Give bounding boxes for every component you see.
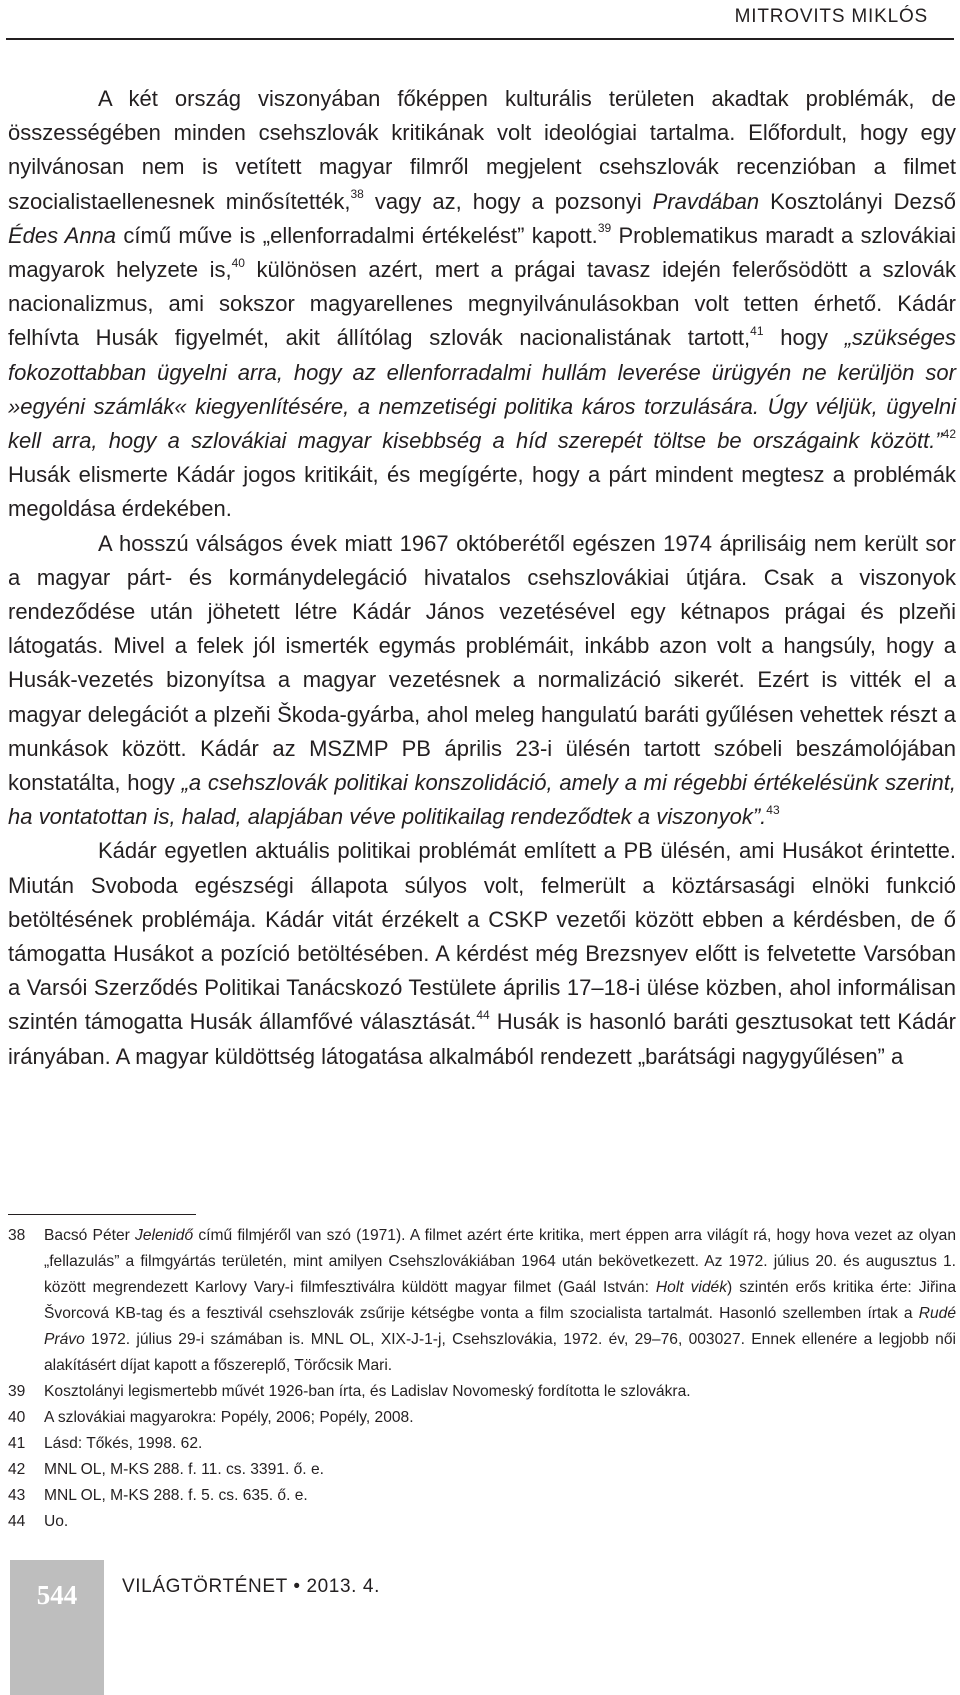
- footnote-text: [44, 1223, 956, 1379]
- footnote-40: [8, 1405, 956, 1431]
- footnote-38: [8, 1223, 956, 1379]
- journal-title: VILÁGTÖRTÉNET • 2013. 4.: [122, 1576, 380, 1597]
- footnote-text: Kosztolányi legismertebb művét 1926-ban írta, és Ladislav Novomeský fordította le szlovákra.: [44, 1383, 691, 1400]
- text-run: című műve is „ellenforradalmi értékelést” kapott.: [116, 222, 598, 248]
- page-number-box: [10, 1560, 104, 1695]
- text-run: című filmjéről van szó (1971). A filmet azért érte kritika, mert éppen arra világít rá, hogy hova vezet az olyan „fellazulás” a filmgyártás területén, mint amilyen Csehszlovákiában 1964 után bekövetkezett. Az 1972. július 20. és augusztus 1. között megrendezett Karlovy Vary-i filmfesztiválra küldött magyar filmet (Gaál István:: [44, 1227, 956, 1296]
- text-run: vagy az, hogy a pozsonyi: [363, 188, 653, 214]
- footnotes: [8, 1223, 956, 1535]
- footnote-text: MNL OL, M-KS 288. f. 5. cs. 635. ő. e.: [44, 1487, 308, 1504]
- text-run: Kosztolányi Dezső: [759, 188, 957, 214]
- text-run: A két ország viszonyában főképpen kulturális területen akadtak problémák, de összességében minden csehszlovák kritikának volt ideológiai tartalma. Előfordult, hogy egy nyilvánosan nem is vetített magyar filmről megjelent csehszlovák recenzióban a filmet szocialistaellenesnek minősítették,: [8, 86, 956, 214]
- main-text: [8, 82, 956, 1074]
- footnote-ref-43[interactable]: 43: [766, 802, 780, 817]
- paragraph-3: [8, 834, 956, 1073]
- footnote-number: 39: [8, 1383, 26, 1400]
- footnote-number: 44: [8, 1513, 26, 1530]
- footnote-number: 40: [8, 1409, 26, 1426]
- footnote-text: Uo.: [44, 1513, 69, 1530]
- footnote-number: 38: [8, 1227, 26, 1244]
- italic-film-jelenido: Jelenidő: [135, 1227, 194, 1244]
- text-run: A hosszú válságos évek miatt 1967 októberétől egészen 1974 áprilisáig nem került sor a magyar párt- és kormánydelegáció hivatalos csehszlovákiai útjára. Csak a viszonyok rendeződése után jöhetett létre Kádár János vezetésével egy kétnapos prágai és plzeňi látogatás. Mivel a felek jól ismerték egymás problémáit, inkább azon volt a hangsúly, hogy a Husák-vezetés bizonyítsa a magyar vezetésnek a normalizáció sikerét. Ezért is vitték el a magyar delegációt a plzeňi Škoda-gyárba, ahol meleg hangulatú baráti gyűlésen vehettek részt a munkások között. Kádár az MSZMP PB április 23-i ülésén tartott szóbeli beszámolójában konstatálta, hogy: [8, 530, 956, 796]
- text-run: hogy: [763, 325, 845, 351]
- footnote-ref-44[interactable]: 44: [476, 1008, 490, 1023]
- footnote-text: A szlovákiai magyarokra: Popély, 2006; Popély, 2008.: [44, 1409, 414, 1426]
- italic-quote-konszolidacio: „a csehszlovák politikai konszolidáció, amely a mi régebbi értékelésünk szerint, ha vontatottan is, halad, alapjában véve politikailag rendeződtek a viszonyok”.: [8, 770, 956, 830]
- italic-title-pravda: Pravdában: [652, 188, 760, 214]
- italic-quote-kadar: „szükséges fokozottabban ügyelni arra, hogy az ellenforradalmi hullám leverése ürügyén ne kerüljön sor »egyéni számlák« kiegyenlítésére, a nemzetiségi politika káros torzulására. Úgy véljük, ügyelni kell arra, hogy a szlovákiai magyar kisebbség a híd szerepét töltse be országaink között.”: [8, 325, 956, 454]
- footnote-text: MNL OL, M-KS 288. f. 11. cs. 3391. ő. e.: [44, 1461, 324, 1478]
- footnote-number: 41: [8, 1435, 26, 1452]
- italic-film-holt-videk: Holt vidék: [655, 1279, 728, 1296]
- italic-rude-pravo: Rudé Právo: [44, 1305, 956, 1348]
- footnote-number: 42: [8, 1461, 26, 1478]
- text-run: Problematikus maradt a szlovákiai magyarok helyzete is,: [8, 222, 956, 283]
- paragraph-1: [8, 82, 956, 527]
- footnote-ref-40[interactable]: 40: [231, 255, 245, 270]
- footnote-text: Lásd: Tőkés, 1998. 62.: [44, 1435, 203, 1452]
- text-run: különösen azért, mert a prágai tavasz idején felerősödött a szlovák nacionalizmus, ami sokszor magyarellenes megnyilvánulásokban volt tetten érhető. Kádár felhívta Husák figyelmét, akit állítólag szlovák nacionalistának tartott,: [8, 257, 956, 351]
- footnote-ref-41[interactable]: 41: [750, 324, 764, 339]
- header-rule: [6, 38, 954, 40]
- paragraph-2: [8, 527, 956, 835]
- footnote-rule: [8, 1214, 196, 1215]
- italic-title-edes-anna: Édes Anna: [8, 222, 117, 248]
- footnote-43: [8, 1483, 956, 1509]
- footnote-ref-42[interactable]: 42: [942, 426, 956, 441]
- footnote-number: 43: [8, 1487, 26, 1504]
- footnote-ref-38[interactable]: 38: [350, 187, 364, 202]
- footnote-41: [8, 1431, 956, 1457]
- text-run: Kádár egyetlen aktuális politikai problémát említett a PB ülésén, ami Husákot érintette. Miután Svoboda egészségi állapota súlyos volt, felmerült a köztársasági elnöki funkció betöltésének problémája. Kádár vitát érzékelt a CSKP vezetői között ebben a kérdésben, de ő támogatta Husákot a pozíció betöltésében. A kérdést még Brezsnyev előtt is felvetette Varsóban a Varsói Szerződés Politikai Tanácskozó Testülete április 17–18-i ülése közben, ahol informálisan szintén támogatta Husák államfővé választását.: [8, 838, 956, 1035]
- text-run: Husák is hasonló baráti gesztusokat tett Kádár irányában. A magyar küldöttség látogatása alkalmából rendezett „barátsági nagygyűlésen” a: [8, 1009, 956, 1069]
- text-run: ) szintén erős kritika érte: Jiřina Švorcová KB-tag és a fesztivál csehszlovák zsűrije kétségbe vonta a film szocialista tartalmát. Hasonló szellemben írtak a: [44, 1279, 956, 1322]
- footnote-44: [8, 1509, 956, 1535]
- text-run: Bacsó Péter: [44, 1227, 136, 1244]
- footnote-42: [8, 1457, 956, 1483]
- footnote-39: [8, 1379, 956, 1405]
- text-run: Husák elismerte Kádár jogos kritikáit, és megígérte, hogy a párt mindent megtesz a problémák megoldása érdekében.: [8, 462, 956, 522]
- text-run: 1972. július 29-i számában is. MNL OL, XIX-J-1-j, Csehszlovákia, 1972. év, 29–76, 003027. Ennek ellenére a legjobb női alakításért díjat kapott a főszereplő, Törőcsik Mari.: [44, 1331, 956, 1374]
- footnote-ref-39[interactable]: 39: [597, 221, 612, 236]
- page-number: 544: [36, 1580, 78, 1610]
- running-head-author: MITROVITS MIKLÓS: [734, 6, 928, 27]
